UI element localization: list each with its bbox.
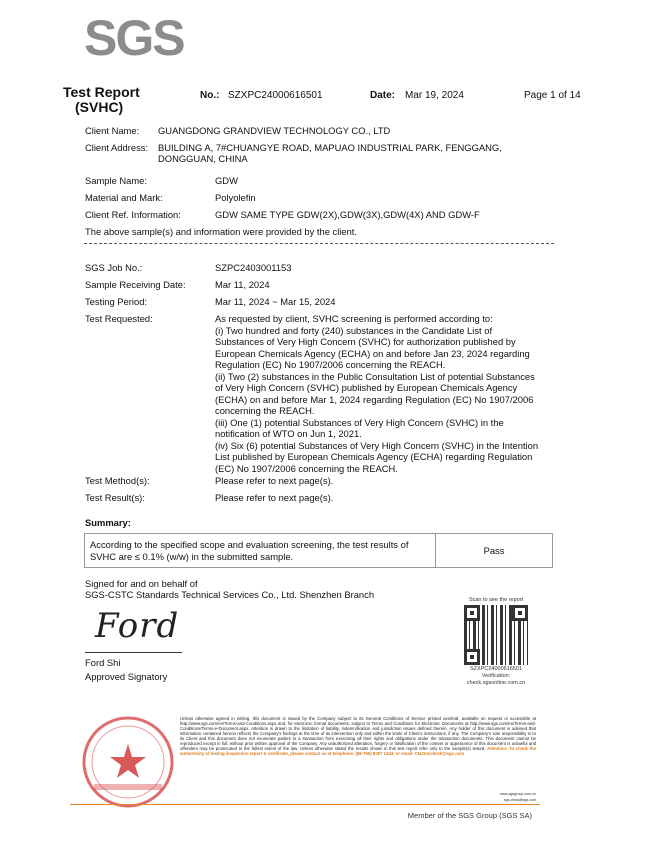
test-requested-label: Test Requested:	[85, 313, 153, 324]
report-no-value: SZXPC24000616501	[228, 90, 323, 101]
req-line: (ii) Two (2) substances in the Public Consultation List of potential Substances	[215, 370, 535, 382]
email-link[interactable]: sgs.china@sgs.com	[503, 798, 536, 802]
sample-name-value: GDW	[215, 175, 238, 186]
summary-table	[84, 533, 553, 568]
qr-code-number: SZXPC24000616501	[470, 666, 522, 672]
req-line: Regulation (EC) No 1907/2006 concerning the REACH.	[215, 359, 446, 370]
summary-line: According to the specified scope and evaluation screening, the test results of	[90, 539, 409, 550]
report-subtitle: (SVHC)	[75, 99, 124, 115]
signature-line	[85, 652, 182, 653]
qr-verification-label: Verification:	[481, 673, 511, 679]
client-name-label: Client Name:	[85, 125, 140, 136]
signed-for-text: Signed for and on behalf of	[85, 578, 198, 589]
page-number: Page 1 of 14	[524, 90, 581, 101]
company-name: SGS-CSTC Standards Technical Services Co., Ltd. Shenzhen Branch	[85, 589, 375, 600]
req-line: (ECHA) on and before Mar 1, 2024 regarding Regulation (EC) No 1907/2006	[215, 393, 534, 405]
receiving-date-value: Mar 11, 2024	[215, 279, 270, 290]
req-line: concerning the REACH.	[215, 405, 315, 416]
job-no-value: SZPC2403001153	[215, 262, 292, 273]
report-no-label: No.:	[200, 90, 220, 101]
client-address-label: Client Address:	[85, 142, 149, 153]
material-value: Polyolefin	[215, 192, 256, 203]
client-address-line2: DONGGUAN, CHINA	[158, 153, 248, 164]
test-method-value: Please refer to next page(s).	[215, 475, 334, 486]
qr-verification-site: check.sgsonline.com.cn	[466, 680, 526, 686]
test-result-value: Please refer to next page(s).	[215, 492, 334, 503]
req-line: Substances of Very High Concern (SVHC) for authorization published by	[215, 336, 516, 347]
summary-line: SVHC are ≤ 0.1% (w/w) in the submitted sample.	[90, 550, 294, 562]
client-ref-label: Client Ref. Information:	[85, 209, 181, 220]
test-requested-text	[215, 313, 600, 474]
req-line: List published by European Chemicals Agency (ECHA) regarding Regulation	[215, 451, 533, 462]
official-stamp-icon	[80, 714, 176, 810]
summary-text	[85, 534, 436, 567]
req-line: (iii) One (1) potential Substances of Very High Concern (SVHC) in the	[215, 416, 504, 428]
sample-note: The above sample(s) and information were provided by the client.	[85, 226, 358, 237]
summary-label: Summary:	[85, 517, 131, 528]
date-label: Date:	[370, 90, 396, 101]
req-line: As requested by client, SVHC screening is performed according to:	[215, 313, 493, 324]
qr-code-icon[interactable]	[464, 605, 528, 665]
receiving-date-label: Sample Receiving Date:	[85, 279, 186, 290]
req-line: European Chemicals Agency (ECHA) on and before Jan 23, 2024 regarding	[215, 347, 530, 359]
test-method-label: Test Method(s):	[85, 475, 150, 486]
client-address-line1: BUILDING A, 7#CHUANGYE ROAD, MAPUAO INDUSTRIAL PARK, FENGGANG,	[158, 142, 502, 153]
report-title: Test Report	[63, 84, 140, 100]
qr-caption: Scan to see the report	[468, 597, 524, 603]
handwritten-signature: Ford	[95, 606, 180, 646]
req-line: (i) Two hundred and forty (240) substances in the Candidate List of	[215, 324, 493, 336]
disclaimer-text: Unless otherwise agreed in writing, this document is issued by the Company subject to its General Conditions of Service printed overleaf, available on request or accessible at http://www.sgs.com/en/Terms-and-Conditions.aspx and, for electronic format documents, subject to Terms and Conditions for Electronic Documents at http://www.sgs.com/en/Terms-and-Conditions/Terms-e-Document.aspx. Attention is drawn to the limitation of liability, indemnification and jurisdiction issues defined therein. Any holder of this document is advised that information contained hereon reflects the Company's findings at the time of its intervention only and within the limits of Client's instructions, if any. The Company's sole responsibility is to its Client and this document does not exonerate parties to a transaction from exercising all their rights and obligations under the transaction documents. This document cannot be reproduced except in full, without prior written approval of the Company. Any unauthorized alteration, forgery or falsification of the content or appearance of this document is unlawful and offenders may be prosecuted to the fullest extent of the law. Unless otherwise stated the results shown in this test report refer only to the sample(s) tested.	[180, 716, 536, 751]
date-value: Mar 19, 2024	[405, 90, 464, 101]
summary-result: Pass	[483, 544, 505, 556]
sample-name-label: Sample Name:	[85, 175, 148, 186]
req-line: notification of WTO on Jun 1, 2021.	[215, 428, 362, 439]
authenticity-notice[interactable]: Attention: To check the authenticity of testing /inspection report & certificate, please contact us at telephone: (86-755) 8307 1443, or email: CN.Doccheck@sgs.com	[180, 746, 536, 756]
member-text: Member of the SGS Group (SGS SA)	[407, 811, 532, 820]
client-ref-value: GDW SAME TYPE GDW(2X),GDW(3X),GDW(4X) AND GDW-F	[215, 209, 480, 220]
req-line: of Very High Concern (SVHC) published by European Chemicals Agency	[215, 382, 518, 393]
disclaimer	[180, 716, 536, 756]
testing-period-value: Mar 11, 2024 ~ Mar 15, 2024	[215, 296, 336, 307]
divider	[84, 243, 554, 244]
test-result-label: Test Result(s):	[85, 492, 145, 503]
testing-period-label: Testing Period:	[85, 296, 148, 307]
website-link[interactable]: www.sgsgroup.com.cn	[500, 792, 536, 796]
req-line: (EC) No 1907/2006 concerning the REACH.	[215, 462, 398, 474]
client-name-value: GUANGDONG GRANDVIEW TECHNOLOGY CO., LTD	[158, 125, 391, 136]
material-label: Material and Mark:	[85, 192, 163, 203]
signatory-name: Ford Shi	[85, 657, 121, 668]
footer-accent-line	[70, 804, 540, 805]
signatory-role: Approved Signatory	[85, 671, 168, 682]
req-line: (iv) Six (6) potential Substances of Very High Concern (SVHC) in the Intention	[215, 439, 539, 451]
sgs-logo: SGS	[84, 10, 184, 66]
job-no-label: SGS Job No.:	[85, 262, 143, 273]
